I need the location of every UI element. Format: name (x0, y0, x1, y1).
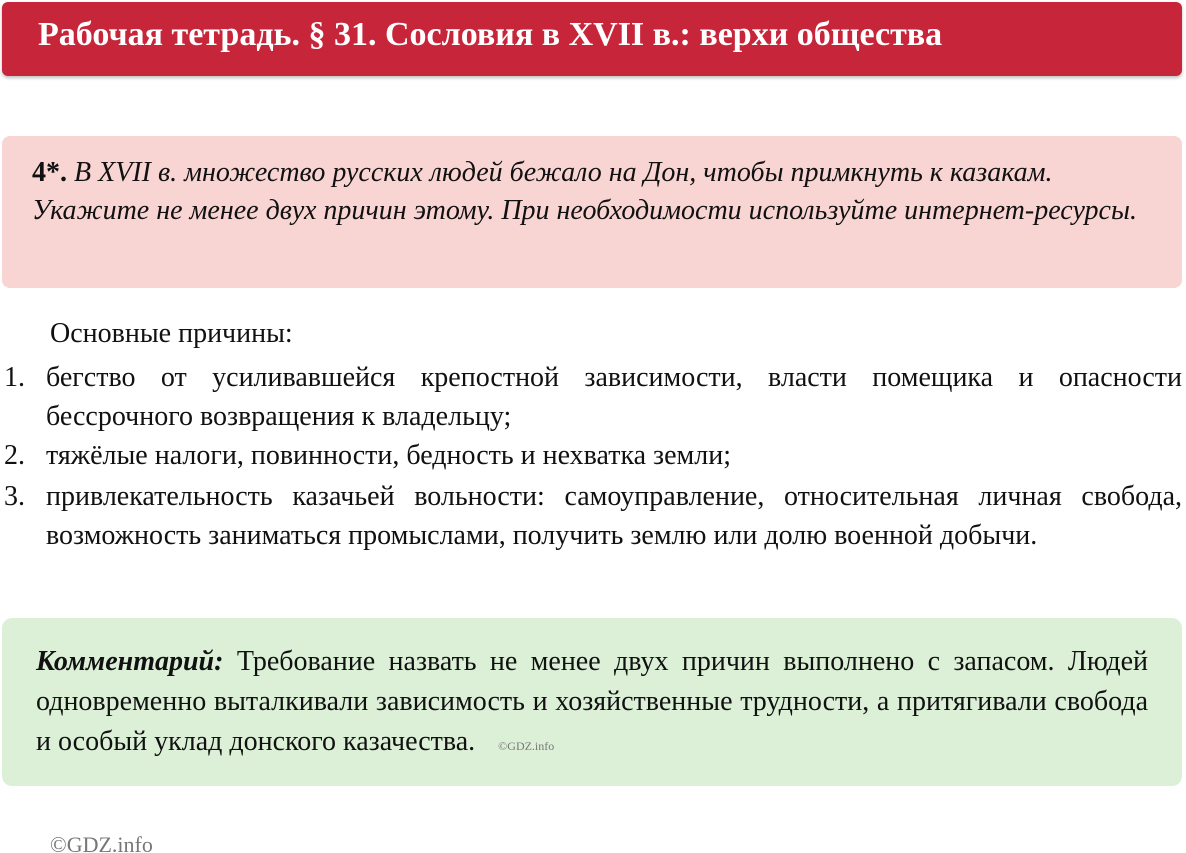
list-item (0, 358, 1186, 438)
list-item-number: 1. (4, 362, 25, 393)
comment-label: Комментарий: (36, 646, 224, 677)
list-item-number: 2. (4, 440, 25, 471)
list-item-text: тяжёлые налоги, повинности, бедность и нехватка земли; (46, 440, 732, 471)
task-number: 4*. (32, 157, 67, 188)
task-text-block (32, 154, 1158, 230)
comment-watermark: ©GDZ.info (498, 739, 555, 753)
list-item (0, 477, 1186, 597)
list-item-text: привлекательность казачьей вольности: самоуправление, относительная личная свобода, возможность заниматься промыслами, получить землю или долю военной добычи. (46, 481, 1182, 551)
comment-box (2, 618, 1182, 786)
comment-text-block (36, 642, 1148, 766)
task-box (2, 136, 1182, 288)
task-question: В XVII в. множество русских людей бежало на Дон, чтобы примкнуть к казакам. Укажите не менее двух причин этому. При необходимости используйте интернет-ресурсы. (32, 157, 1137, 226)
footer-watermark: ©GDZ.info (50, 832, 153, 853)
answer-intro: Основные причины: (50, 318, 293, 349)
page-title: Рабочая тетрадь. § 31. Сословия в XVII в.: верхи общества (38, 16, 943, 53)
header-banner (2, 2, 1182, 76)
comment-body: Требование назвать не менее двух причин выполнено с запасом. Людей одновременно выталкивали зависимость и хозяйственные трудности, а притягивали свобода и особый уклад донского казачества. (36, 646, 1149, 757)
list-item (0, 436, 1186, 476)
list-item-number: 3. (4, 481, 25, 512)
list-item-text: бегство от усиливавшейся крепостной зависимости, власти помещика и опасности бессрочного возвращения к владельцу; (46, 362, 1182, 432)
